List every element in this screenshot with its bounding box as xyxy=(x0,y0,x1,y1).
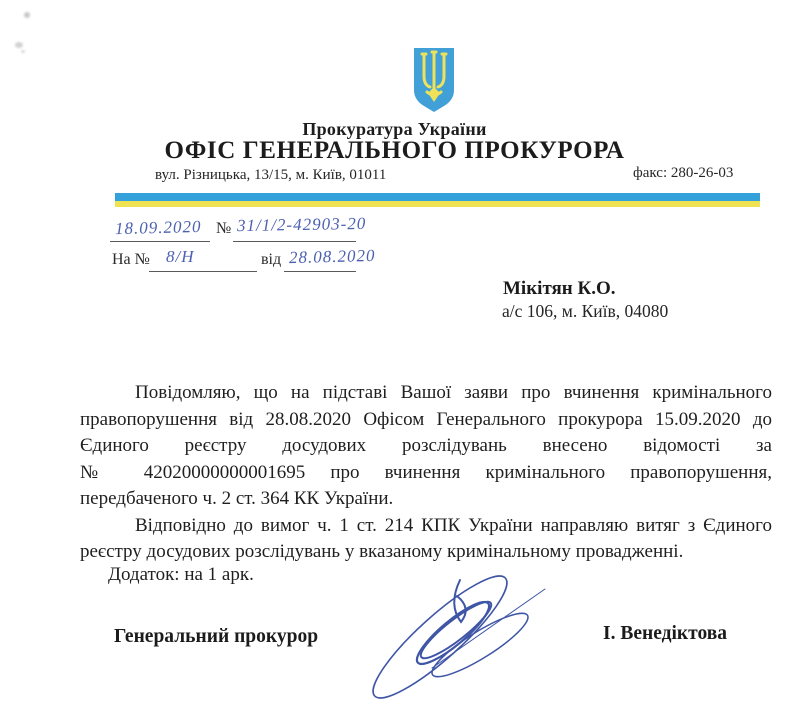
org-fax: факс: 280-26-03 xyxy=(633,165,734,181)
handwritten-signature xyxy=(355,550,585,720)
written-reply-date: 28.08.2020 xyxy=(288,245,376,268)
flag-stripe-blue xyxy=(115,193,760,201)
body-line: Повідомляю, що на підставі Вашої заяви про вчинення кримінального xyxy=(135,382,772,403)
body-line: № 42020000000001695 про вчинення кримінального правопорушення, xyxy=(80,461,772,483)
scan-artifact-speck xyxy=(24,12,30,18)
written-reply-number: 8/Н xyxy=(166,247,195,266)
ref-underline xyxy=(233,241,356,242)
ref-underline xyxy=(149,271,257,272)
reply-date-label: від xyxy=(261,251,282,268)
attachment-note: Додаток: на 1 арк. xyxy=(108,564,254,585)
signer-position-title: Генеральний прокурор xyxy=(114,626,319,647)
body-line: передбаченого ч. 2 ст. 364 КК України. xyxy=(80,488,394,509)
body-line: Єдиного реєстру досудових розслідувань внесено відомості за xyxy=(80,435,772,456)
scan-artifact-speck xyxy=(15,42,23,48)
body-line: Відповідно до вимог ч. 1 ст. 214 КПК України направляю витяг з Єдиного xyxy=(135,514,772,536)
reply-to-label: На № xyxy=(112,251,150,268)
signer-name: І. Венедіктова xyxy=(603,623,728,644)
ref-number-label: № xyxy=(216,220,232,237)
org-parent-title: Прокуратура України xyxy=(302,119,487,139)
written-outgoing-date: 18.09.2020 xyxy=(114,216,202,239)
ref-underline xyxy=(110,241,210,242)
org-address: вул. Різницька, 13/15, м. Київ, 01011 xyxy=(155,167,387,183)
scan-artifact-speck xyxy=(21,50,25,53)
body-line: реєстру досудових розслідувань у вказаному кримінальному провадженні. xyxy=(80,541,684,562)
written-outgoing-number: 31/1/2-42903-20 xyxy=(236,213,367,236)
ukraine-trident-emblem-icon xyxy=(411,45,457,115)
recipient-address: а/с 106, м. Київ, 04080 xyxy=(502,301,669,321)
body-line: правопорушення від 28.08.2020 Офісом Генерального прокурора 15.09.2020 до xyxy=(80,408,772,430)
org-name-title: ОФІС ГЕНЕРАЛЬНОГО ПРОКУРОРА xyxy=(164,137,625,164)
ref-underline xyxy=(284,271,356,272)
flag-stripe-yellow xyxy=(115,201,760,207)
letter-body xyxy=(80,380,772,566)
recipient-name: Мікітян К.О. xyxy=(503,278,616,299)
